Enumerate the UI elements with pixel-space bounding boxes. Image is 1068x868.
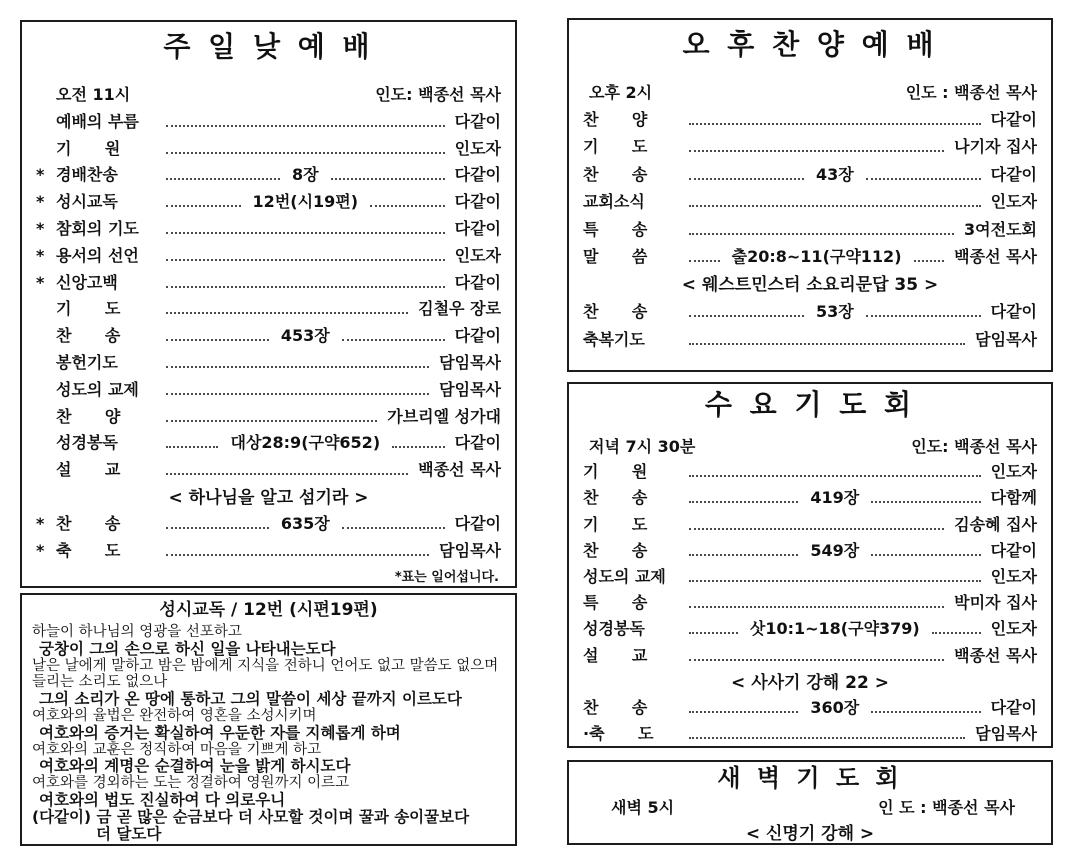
order-center-value: 635장	[280, 513, 330, 533]
order-right-value: 김철우 장로	[418, 299, 501, 319]
order-item-label: 기 원	[56, 138, 121, 158]
order-center-value: 대상28:9(구약652)	[230, 433, 381, 453]
sunday-day-worship-panel	[20, 20, 517, 588]
order-center-value: 53장	[815, 302, 854, 321]
dotted-leader	[689, 711, 798, 713]
order-row	[583, 537, 1037, 563]
order-right-value: 인도자	[990, 619, 1037, 639]
order-row	[583, 694, 1037, 720]
order-row	[583, 484, 1037, 510]
order-right-value: 담임목사	[975, 724, 1037, 744]
order-right-value: 다같이	[454, 218, 501, 238]
order-right-value: 다같이	[454, 192, 501, 212]
service-time: 오전 11시	[56, 85, 131, 104]
standing-star-marker: *	[36, 245, 45, 265]
service-head	[583, 432, 1037, 458]
dotted-leader	[689, 501, 798, 503]
dotted-leader	[166, 339, 269, 341]
order-item-label: 기 도	[583, 137, 648, 156]
dotted-leader	[342, 339, 445, 341]
order-right-value: 인도자	[454, 138, 501, 158]
order-right-value: 다같이	[454, 165, 501, 185]
standing-star-marker: *	[36, 540, 45, 560]
service-title: 수 요 기 도 회	[704, 388, 916, 421]
wednesday-prayer-meeting-panel	[567, 382, 1053, 748]
order-item-label: 신앙고백	[56, 272, 118, 292]
order-right-value: 백종선 목사	[954, 645, 1037, 665]
order-item-label: 경배찬송	[56, 165, 118, 185]
reading-title: 성시교독 / 12번 (시편19편)	[159, 600, 378, 620]
order-right-value: 다같이	[454, 326, 502, 346]
order-right-value: 다같이	[990, 697, 1038, 717]
order-item-label: 찬 송	[583, 302, 648, 321]
order-item-label: 축복기도	[583, 329, 645, 349]
dotted-leader	[689, 475, 981, 477]
dotted-leader	[689, 260, 720, 262]
order-row	[36, 536, 501, 563]
order-row	[36, 187, 501, 214]
order-row	[36, 134, 501, 161]
dotted-leader	[166, 152, 445, 154]
order-right-value: 다같이	[454, 111, 501, 131]
order-item-label: 성경봉독	[583, 619, 645, 639]
service-leader: 인 도 : 백종선 목사	[878, 798, 1015, 817]
sermon-title-note: < 웨스트민스터 소요리문답 35 >	[681, 275, 939, 296]
order-item-label: ·축 도	[583, 724, 654, 744]
order-right-value: 담임목사	[439, 379, 501, 399]
order-right-value: 인도자	[990, 462, 1037, 482]
dotted-leader	[689, 178, 804, 180]
order-row	[583, 563, 1037, 589]
order-row	[583, 720, 1037, 746]
dotted-leader	[166, 178, 280, 180]
order-row	[36, 348, 501, 375]
order-right-value: 다같이	[454, 272, 501, 292]
order-item-label: 찬 양	[56, 406, 121, 426]
order-row	[36, 509, 501, 536]
dotted-leader	[166, 366, 429, 368]
order-row	[583, 242, 1037, 270]
order-row	[36, 161, 501, 188]
order-center-value: 삿10:1~18(구약379)	[749, 619, 920, 639]
order-row	[583, 615, 1037, 641]
dotted-leader	[689, 659, 944, 661]
dotted-leader	[166, 259, 445, 261]
order-right-value: 담임목사	[439, 352, 501, 372]
dotted-leader	[689, 554, 798, 556]
order-of-worship	[583, 458, 1037, 746]
reading-line: 더 달도다	[96, 824, 162, 843]
dotted-leader	[932, 632, 981, 634]
standing-star-marker: *	[36, 218, 45, 238]
order-row	[583, 159, 1037, 187]
order-center-value: 12번(시19편)	[252, 192, 359, 212]
order-row	[36, 214, 501, 241]
reading-line: 궁창이 그의 손으로 하신 일을 나타내는도다	[39, 639, 336, 658]
order-item-label: 기 도	[56, 299, 121, 319]
dotted-leader	[166, 527, 269, 529]
afternoon-praise-worship-panel	[567, 18, 1053, 372]
reading-line: 하늘이 하나님의 영광을 선포하고	[32, 624, 242, 640]
sermon-title-note: < 하나님을 알고 섬기라 >	[168, 488, 369, 509]
reading-lines	[30, 624, 507, 842]
order-item-label: 찬 송	[583, 697, 648, 717]
order-center-value: 43장	[815, 164, 854, 184]
order-item-label: 찬 송	[583, 540, 648, 560]
order-row	[583, 458, 1037, 484]
standing-star-marker: *	[36, 513, 45, 533]
order-row	[583, 214, 1037, 242]
reading-line: 여호와의 교훈은 정직하여 마음을 기쁘게 하고	[32, 741, 322, 758]
dotted-leader	[871, 554, 980, 556]
dotted-leader	[689, 205, 981, 207]
dotted-leader	[871, 711, 980, 713]
reading-line: 들리는 소리도 없으나	[32, 674, 168, 691]
dotted-leader	[166, 554, 429, 556]
dotted-leader	[370, 205, 445, 207]
order-row	[583, 297, 1037, 325]
order-row	[36, 402, 501, 429]
service-time: 오후 2시	[589, 82, 653, 102]
order-row	[36, 107, 501, 134]
order-right-value: 김송혜 집사	[954, 514, 1037, 534]
order-of-worship	[36, 107, 501, 563]
service-title: 새 벽 기 도 회	[717, 764, 903, 792]
dotted-leader	[871, 501, 980, 503]
dotted-leader	[166, 420, 377, 422]
dotted-leader	[689, 343, 965, 345]
dawn-prayer-meeting-panel	[567, 760, 1053, 845]
standing-star-marker: *	[36, 192, 45, 212]
order-right-value: 백종선 목사	[418, 460, 501, 480]
service-head	[36, 80, 501, 107]
order-center-value: 출20:8~11(구약112)	[731, 247, 902, 266]
responsive-reading-panel	[20, 593, 517, 846]
sermon-title-note: < 신명기 강해 >	[745, 824, 875, 844]
order-item-label: 예배의 부름	[56, 111, 139, 131]
service-time: 새벽 5시	[611, 798, 675, 817]
dotted-leader	[689, 632, 738, 634]
dotted-leader	[342, 527, 445, 529]
dotted-leader	[689, 737, 965, 739]
order-item-label: 성경봉독	[56, 433, 118, 453]
reading-line: 여호와의 계명은 순결하여 눈을 밝게 하시도다	[39, 757, 351, 776]
reading-line: 여호와를 경외하는 도는 정결하여 영원까지 이르고	[32, 775, 350, 792]
standing-star-marker: *	[36, 272, 45, 292]
order-item-label: 기 도	[583, 514, 648, 534]
order-row	[36, 295, 501, 322]
dotted-leader	[866, 178, 981, 180]
service-title: 주 일 낮 예 배	[163, 30, 374, 63]
order-item-label: 성시교독	[56, 192, 118, 212]
service-time: 저녁 7시 30분	[589, 436, 696, 456]
order-right-value: 가브리엘 성가대	[387, 406, 501, 426]
order-row	[583, 104, 1037, 132]
order-item-label: 찬 송	[583, 488, 648, 508]
order-item-label: 찬 양	[583, 109, 648, 129]
order-item-label: 설 교	[583, 645, 648, 665]
reading-line: 여호와의 법도 진실하여 다 의로우니	[39, 790, 286, 809]
dotted-leader	[392, 446, 444, 448]
order-item-label: 기 원	[583, 462, 648, 482]
order-right-value: 다같이	[454, 433, 501, 453]
order-of-worship	[583, 104, 1037, 352]
reading-line: 여호와의 증거는 확실하여 우둔한 자를 지혜롭게 하며	[39, 723, 401, 742]
order-item-label: 찬 송	[56, 326, 121, 346]
order-item-label: 참회의 기도	[56, 218, 139, 238]
order-row	[583, 324, 1037, 352]
dotted-leader	[689, 528, 944, 530]
order-item-label: 성도의 교제	[56, 379, 139, 399]
order-row	[36, 321, 501, 348]
order-right-value: 다같이	[454, 513, 502, 533]
sermon-title-note: < 사사기 강해 22 >	[731, 673, 889, 694]
order-row	[36, 268, 501, 295]
standing-star-marker: *	[36, 165, 45, 185]
order-right-value: 담임목사	[439, 540, 501, 560]
order-right-value: 다같이	[990, 540, 1038, 560]
dotted-leader	[166, 393, 429, 395]
order-row	[36, 375, 501, 402]
service-leader: 인도 : 백종선 목사	[905, 82, 1037, 102]
dotted-leader	[689, 315, 804, 317]
order-row	[583, 589, 1037, 615]
reading-line: 날은 날에게 말하고 밤은 밤에게 지식을 전하니 언어도 없고 말씀도 없으며	[32, 657, 499, 674]
order-right-value: 3여전도회	[964, 219, 1037, 239]
dotted-leader	[689, 150, 944, 152]
order-right-value: 박미자 집사	[954, 593, 1037, 613]
service-leader: 인도: 백종선 목사	[375, 85, 501, 104]
reading-line: 그의 소리가 온 땅에 통하고 그의 말씀이 세상 끝까지 이르도다	[39, 690, 462, 709]
order-center-value: 419장	[810, 488, 860, 508]
order-row	[36, 429, 501, 456]
order-item-label: 특 송	[583, 219, 648, 239]
order-right-value: 담임목사	[975, 329, 1037, 349]
order-row	[583, 641, 1037, 667]
order-right-value: 다함께	[990, 488, 1038, 508]
dotted-leader	[166, 232, 445, 234]
order-item-label: 찬 송	[583, 164, 648, 184]
order-row	[583, 187, 1037, 215]
order-right-value: 다같이	[990, 302, 1038, 321]
dotted-leader	[914, 260, 945, 262]
standing-footnote: *표는 일어섭니다.	[394, 569, 499, 585]
order-right-value: 백종선 목사	[954, 247, 1038, 266]
order-item-label: 용서의 선언	[56, 245, 139, 265]
order-right-value: 인도자	[454, 245, 501, 265]
service-head	[583, 78, 1037, 104]
order-row	[36, 241, 501, 268]
order-item-label: 말 씀	[583, 247, 648, 266]
dotted-leader	[166, 205, 241, 207]
order-item-label: 성도의 교제	[583, 566, 666, 586]
dotted-leader	[689, 123, 981, 125]
order-right-value: 인도자	[990, 566, 1037, 586]
order-row	[36, 455, 501, 482]
reading-line: 여호와의 율법은 완전하여 영혼을 소성시키며	[32, 707, 317, 724]
order-item-label: 특 송	[583, 593, 648, 613]
order-right-value: 다같이	[990, 109, 1037, 129]
order-row	[583, 510, 1037, 536]
order-center-value: 8장	[292, 165, 319, 185]
order-row	[583, 132, 1037, 160]
dotted-leader	[166, 312, 408, 314]
order-item-label: 설 교	[56, 460, 121, 480]
dotted-leader	[331, 178, 445, 180]
service-leader: 인도: 백종선 목사	[911, 436, 1037, 456]
reading-line: (다같이) 금 곧 많은 순금보다 더 사모할 것이며 꿀과 송이꿀보다	[32, 807, 470, 826]
dotted-leader	[166, 286, 445, 288]
order-right-value: 인도자	[990, 192, 1037, 211]
order-item-label: 교회소식	[583, 192, 645, 211]
dotted-leader	[689, 580, 981, 582]
service-title: 오 후 찬 양 예 배	[682, 28, 938, 61]
dotted-leader	[689, 233, 954, 235]
order-center-value: 360장	[810, 697, 860, 717]
order-center-value: 549장	[810, 540, 860, 560]
order-right-value: 나기자 집사	[954, 137, 1037, 156]
dotted-leader	[166, 446, 218, 448]
dotted-leader	[866, 315, 981, 317]
dotted-leader	[166, 125, 445, 127]
order-right-value: 다같이	[990, 164, 1038, 184]
dotted-leader	[166, 473, 408, 475]
order-center-value: 453장	[280, 326, 330, 346]
order-item-label: 축 도	[56, 540, 121, 560]
order-item-label: 봉헌기도	[56, 352, 118, 372]
dotted-leader	[689, 606, 944, 608]
service-head	[583, 794, 1037, 819]
order-item-label: 찬 송	[56, 513, 121, 533]
